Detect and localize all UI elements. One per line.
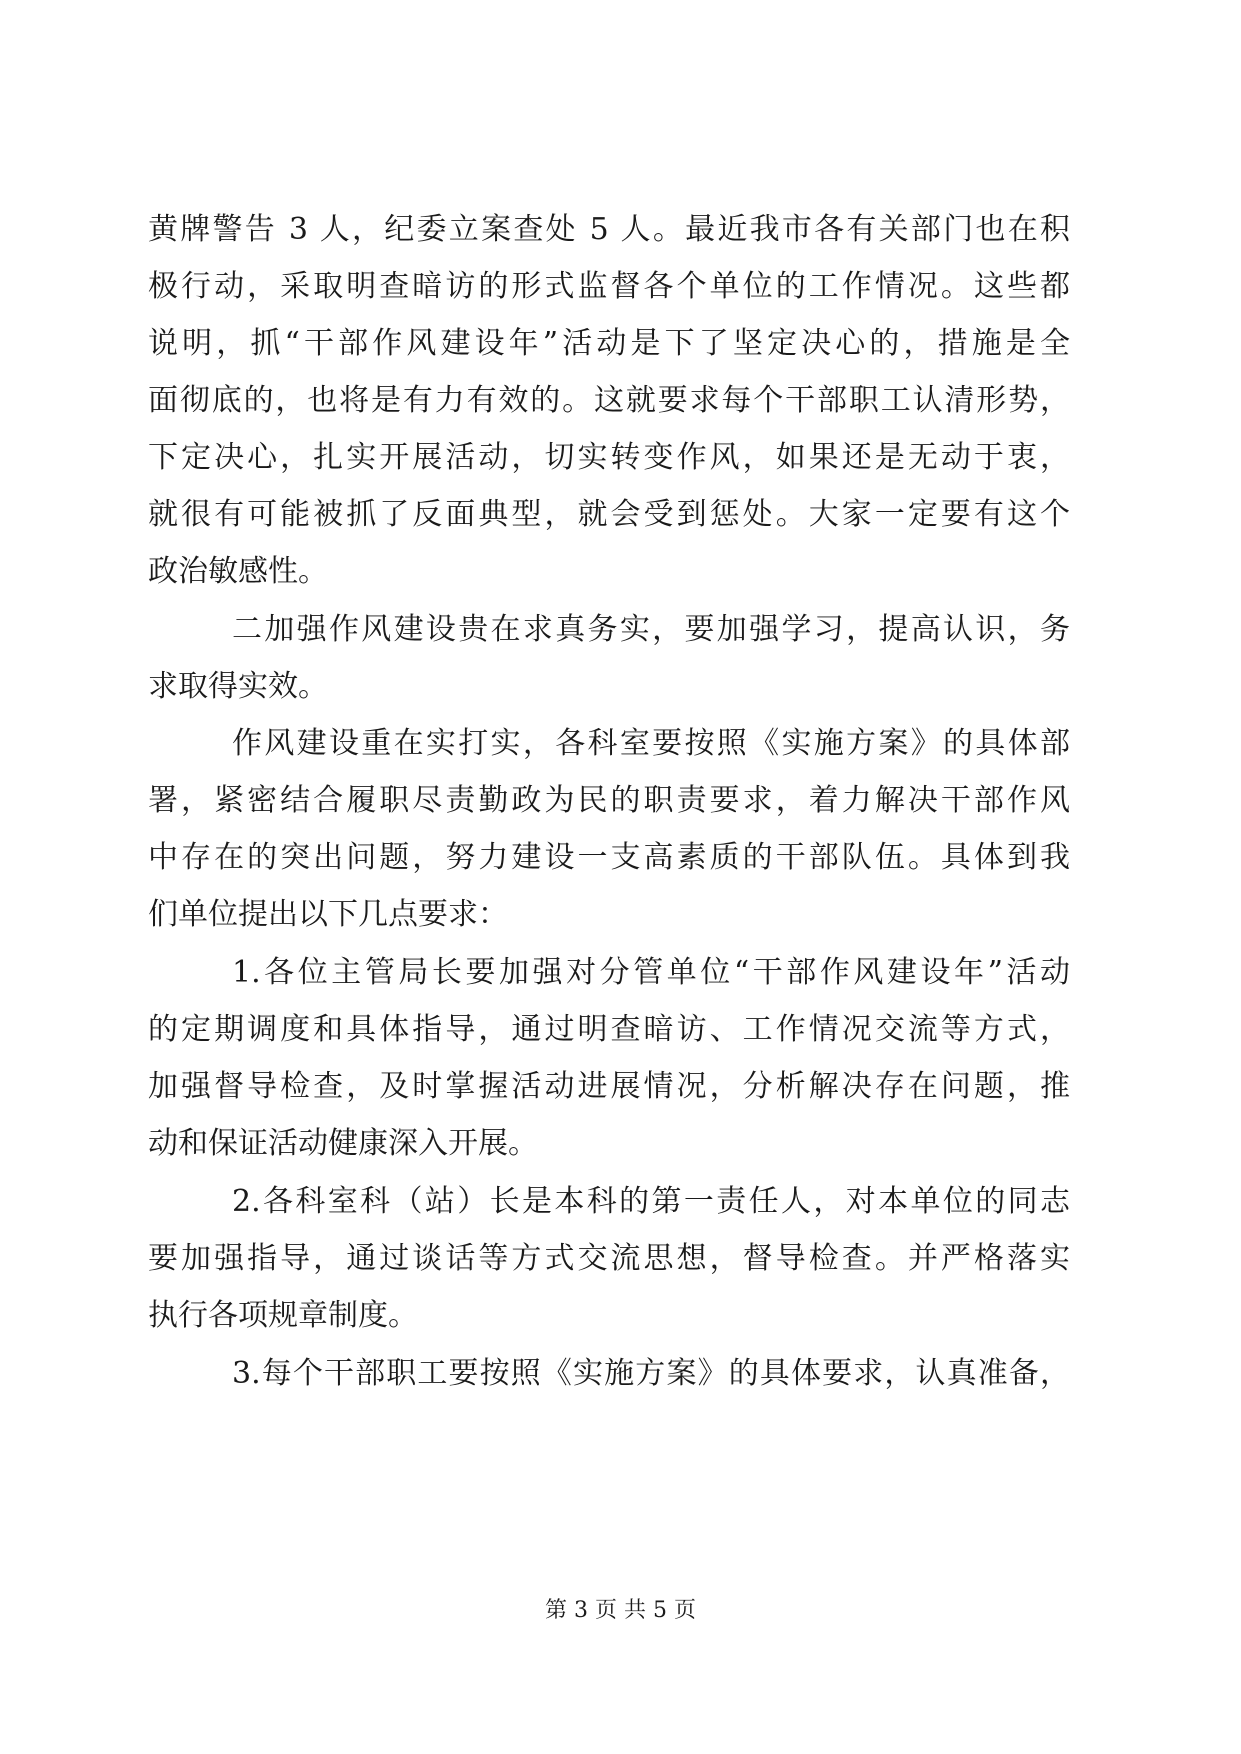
text-line: 3.每个干部职工要按照《实施方案》的具体要求，认真准备， [232,1356,1070,1391]
text-line: 署，紧密结合履职尽责勤政为民的职责要求，着力解决干部作风 [148,783,1070,818]
text-line: 求取得实效。 [148,669,328,704]
text-line: 的定期调度和具体指导，通过明查暗访、工作情况交流等方式， [148,1012,1070,1047]
text-line: 1.各位主管局长要加强对分管单位“干部作风建设年”活动 [232,955,1070,990]
text-line: 2.各科室科（站）长是本科的第一责任人，对本单位的同志 [232,1184,1070,1219]
text-line: 执行各项规章制度。 [148,1298,418,1333]
text-line: 要加强指导，通过谈话等方式交流思想，督导检查。并严格落实 [148,1241,1070,1276]
text-line: 二加强作风建设贵在求真务实，要加强学习，提高认识，务 [232,612,1070,647]
text-line: 下定决心，扎实开展活动，切实转变作风，如果还是无动于衷， [148,440,1070,475]
text-line: 黄牌警告 3 人，纪委立案查处 5 人。最近我市各有关部门也在积 [148,212,1070,247]
text-line: 作风建设重在实打实，各科室要按照《实施方案》的具体部 [232,726,1070,761]
text-line: 动和保证活动健康深入开展。 [148,1126,538,1161]
text-line: 极行动，采取明查暗访的形式监督各个单位的工作情况。这些都 [148,269,1070,304]
text-line: 中存在的突出问题，努力建设一支高素质的干部队伍。具体到我 [148,840,1070,875]
text-line: 加强督导检查，及时掌握活动进展情况，分析解决存在问题，推 [148,1069,1070,1104]
text-line: 说明，抓“干部作风建设年”活动是下了坚定决心的，措施是全 [148,326,1070,361]
text-line: 政治敏感性。 [148,554,328,589]
text-line: 们单位提出以下几点要求： [148,897,508,932]
text-line: 就很有可能被抓了反面典型，就会受到惩处。大家一定要有这个 [148,497,1070,532]
page-footer: 第 3 页 共 5 页 [545,1598,696,1623]
text-line: 面彻底的，也将是有力有效的。这就要求每个干部职工认清形势， [148,383,1070,418]
